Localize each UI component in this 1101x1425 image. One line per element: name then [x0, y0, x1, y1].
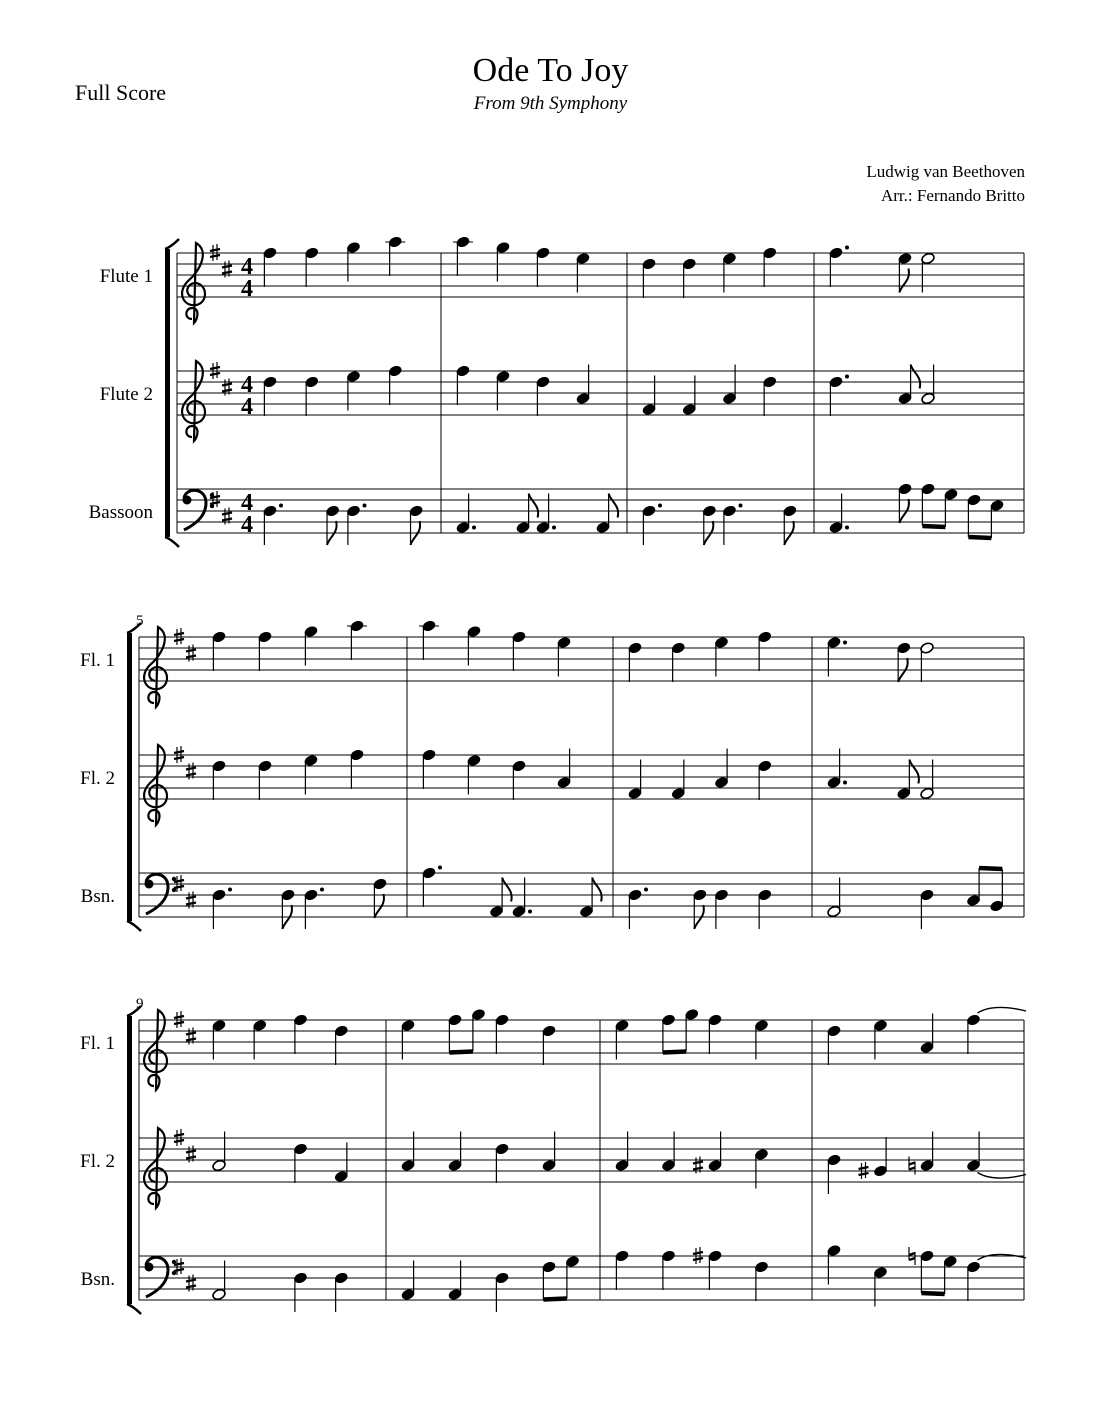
time-signature-top: 4 — [241, 254, 253, 280]
treble-clef-icon — [182, 361, 205, 441]
key-sharp-icon — [210, 244, 220, 261]
note — [263, 504, 283, 546]
note — [757, 760, 772, 800]
note — [409, 505, 424, 545]
bracket-bottom-hook — [127, 1304, 141, 1314]
note — [385, 236, 405, 276]
note — [495, 1143, 510, 1183]
note — [258, 631, 273, 671]
tie — [978, 1007, 1027, 1013]
note — [304, 888, 324, 930]
note — [512, 760, 527, 800]
note — [873, 1137, 888, 1177]
note — [642, 258, 657, 298]
note — [628, 642, 643, 682]
beam — [922, 526, 945, 527]
note — [281, 889, 296, 929]
measure-number: 9 — [136, 996, 144, 1012]
bracket-bottom-hook — [165, 537, 179, 547]
note — [536, 247, 551, 287]
note — [293, 1014, 308, 1054]
note — [350, 749, 365, 789]
note — [212, 760, 227, 800]
page-title: Ode To Joy — [472, 52, 629, 89]
note — [896, 642, 911, 682]
treble-clef-icon — [182, 243, 205, 323]
key-sharp-icon — [174, 628, 184, 645]
note — [827, 1154, 842, 1194]
note — [702, 505, 717, 545]
note — [762, 376, 777, 416]
note — [304, 376, 319, 416]
beam — [968, 537, 991, 538]
instrument-label: Bassoon — [88, 502, 153, 523]
note — [212, 888, 232, 930]
note — [334, 1272, 349, 1312]
bracket-bottom-hook — [127, 921, 141, 931]
instrument-label: Fl. 2 — [80, 768, 115, 789]
note — [708, 1250, 723, 1290]
note — [682, 258, 697, 298]
note — [346, 504, 366, 546]
treble-clef-icon — [144, 745, 167, 825]
natural-icon — [909, 1157, 915, 1175]
beam — [979, 868, 1002, 869]
note — [714, 889, 729, 929]
bass-clef-icon — [183, 490, 215, 530]
key-sharp-icon — [174, 1011, 184, 1028]
time-signature-bottom: 4 — [241, 512, 253, 538]
time-signature-bottom: 4 — [241, 394, 253, 420]
key-sharp-icon — [210, 362, 220, 379]
page-subtitle: From 9th Symphony — [473, 93, 628, 114]
treble-clef-icon — [144, 1128, 167, 1208]
beam — [543, 1298, 567, 1299]
note — [263, 376, 278, 416]
tie — [978, 1254, 1027, 1260]
note — [642, 504, 662, 546]
beam — [449, 1051, 473, 1052]
note — [334, 1025, 349, 1065]
note — [212, 631, 227, 671]
treble-clef-icon — [144, 627, 167, 707]
note — [762, 247, 777, 287]
instrument-label: Fl. 2 — [80, 1151, 115, 1172]
note — [495, 1014, 510, 1054]
note — [757, 889, 772, 929]
beam — [921, 1293, 944, 1294]
note — [325, 505, 340, 545]
arranger-credit: Arr.: Fernando Britto — [880, 186, 1025, 205]
note — [722, 504, 742, 546]
note — [692, 889, 707, 929]
note — [293, 1272, 308, 1312]
note — [347, 620, 367, 660]
note — [258, 760, 273, 800]
note — [671, 642, 686, 682]
time-signature-top: 4 — [241, 372, 253, 398]
instrument-label: Flute 2 — [99, 384, 153, 405]
note — [661, 1250, 676, 1290]
sharp-icon — [693, 1247, 703, 1264]
note — [536, 376, 551, 416]
system-bracket — [127, 633, 132, 921]
composer-credit: Ludwig van Beethoven — [866, 162, 1025, 181]
note — [827, 1025, 842, 1065]
note — [628, 888, 648, 930]
score-type-label: Full Score — [75, 80, 167, 105]
tie — [978, 1173, 1027, 1179]
instrument-label: Fl. 1 — [80, 650, 115, 671]
system-bracket — [127, 1016, 132, 1304]
note — [920, 642, 935, 682]
instrument-label: Flute 1 — [99, 266, 153, 287]
time-signature-bottom: 4 — [241, 276, 253, 302]
note — [293, 1143, 308, 1183]
note — [829, 246, 849, 288]
note — [898, 483, 913, 523]
instrument-label: Bsn. — [80, 1269, 115, 1290]
key-sharp-icon — [174, 1129, 184, 1146]
note — [757, 631, 772, 671]
bass-clef-icon — [145, 874, 177, 914]
note — [615, 1250, 630, 1290]
note — [708, 1014, 723, 1054]
note — [422, 749, 437, 789]
instrument-label: Bsn. — [80, 886, 115, 907]
treble-clef-icon — [144, 1010, 167, 1090]
note — [453, 236, 473, 276]
note — [495, 1272, 510, 1312]
time-signature-top: 4 — [241, 490, 253, 516]
instrument-label: Fl. 1 — [80, 1033, 115, 1054]
note — [419, 620, 439, 660]
note — [512, 631, 527, 671]
note — [304, 247, 319, 287]
note — [373, 878, 388, 918]
note — [754, 1261, 769, 1301]
key-sharp-icon — [174, 746, 184, 763]
note — [782, 505, 797, 545]
note — [422, 866, 442, 908]
note — [263, 247, 278, 287]
bracket-top-hook — [165, 239, 179, 249]
note — [388, 365, 403, 405]
note — [920, 889, 935, 929]
note — [829, 375, 849, 417]
sharp-icon — [859, 1162, 869, 1179]
measure-number: 5 — [136, 613, 144, 629]
bass-clef-icon — [145, 1257, 177, 1297]
note — [542, 1025, 557, 1065]
beam — [663, 1051, 686, 1052]
system-bracket — [165, 249, 170, 537]
note — [456, 365, 471, 405]
